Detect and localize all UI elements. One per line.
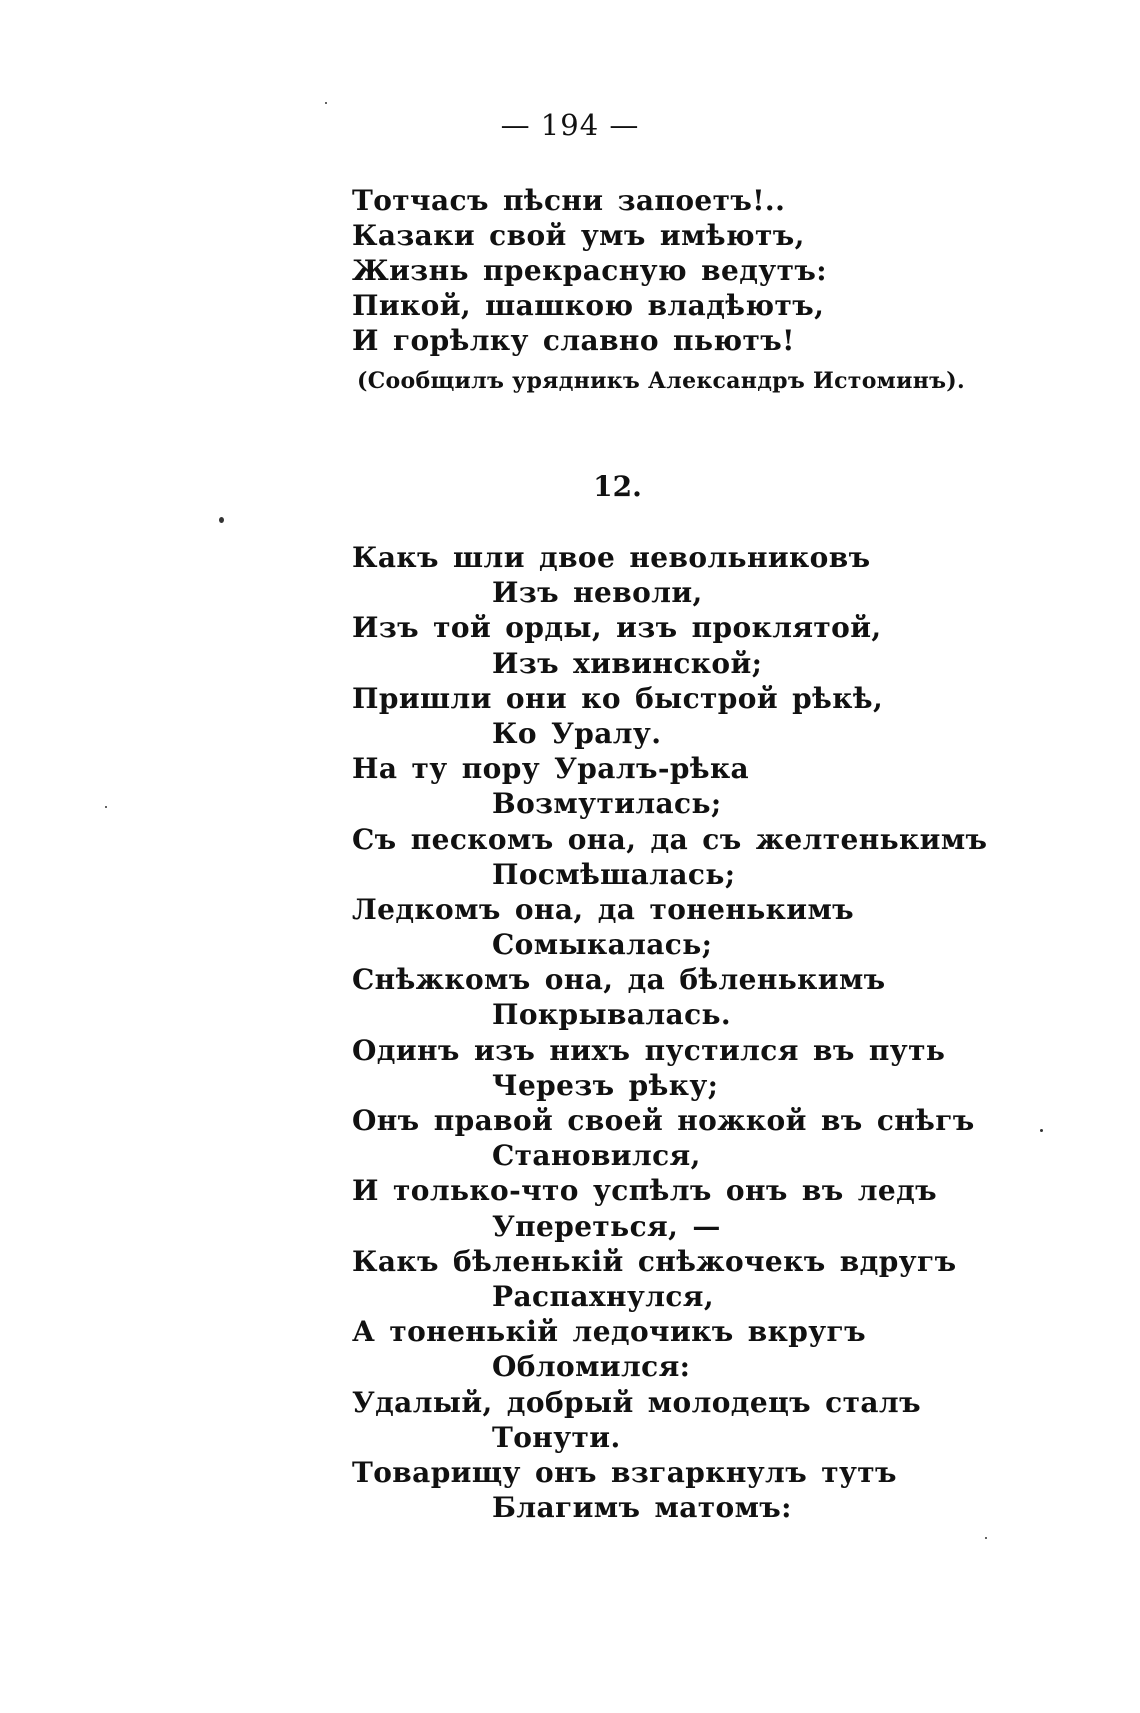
verse-line: Удалый, добрый молодецъ сталъ [352,1385,921,1419]
verse-line-indented: Изъ неволи, [492,576,703,610]
verse-line: Снѣжкомъ она, да бѣленькимъ [352,963,886,997]
verse-line: Пикой, шашкою владѣютъ, [352,289,825,322]
verse-line: И горѣлку славно пьютъ! [352,324,795,357]
verse-line-indented: Черезъ рѣку; [492,1068,719,1102]
verse-line: Какъ бѣленькій снѣжочекъ вдругъ [352,1244,957,1278]
verse-line-indented: Возмутилась; [492,787,722,821]
verse-line: Какъ шли двое невольниковъ [352,541,871,574]
page-number: — 194 — [500,108,640,142]
top-stanza [352,183,827,358]
verse-line: Ледкомъ она, да тоненькимъ [352,892,855,926]
scan-speck [325,102,327,104]
verse-line: Жизнь прекрасную ведутъ: [352,254,827,287]
verse-line-indented: Тонути. [492,1420,621,1454]
poem-body [352,540,987,1525]
verse-line: Изъ той орды, изъ проклятой, [352,611,882,645]
verse-line: Одинъ изъ нихъ пустился въ путь [352,1033,946,1067]
song-number: 12. [593,470,642,503]
scan-speck [105,806,107,808]
verse-line: А тоненькій ледочикъ вкругъ [352,1315,866,1349]
verse-line: Товарищу онъ взгаркнулъ тутъ [352,1455,897,1489]
verse-line-indented: Благимъ матомъ: [492,1491,792,1525]
verse-line-indented: Становился, [492,1139,701,1173]
verse-line: На ту пору Уралъ-рѣка [352,752,750,786]
scan-speck [1040,1129,1043,1132]
verse-line-indented: Сомыкалась; [492,928,713,962]
verse-line: И только-что успѣлъ онъ въ ледъ [352,1174,938,1208]
verse-line: Пришли они ко быстрой рѣкѣ, [352,681,884,715]
verse-line: Съ пескомъ она, да съ желтенькимъ [352,822,988,856]
verse-line-indented: Покрывалась. [492,998,732,1032]
scan-speck [219,517,224,523]
verse-line: Тотчасъ пѣсни запоетъ!.. [352,184,786,217]
verse-line-indented: Упереться, — [492,1209,721,1243]
verse-line: Казаки свой умъ имѣютъ, [352,219,805,252]
verse-line-indented: Посмѣшалась; [492,857,736,891]
scan-speck [985,1537,987,1539]
verse-line-indented: Распахнулся, [492,1279,715,1313]
verse-line-indented: Обломился: [492,1350,691,1384]
verse-line-indented: Изъ хивинской; [492,646,763,680]
source-credit: (Сообщилъ урядникъ Александръ Истоминъ). [357,368,965,394]
verse-line-indented: Ко Уралу. [492,716,662,750]
verse-line: Онъ правой своей ножкой въ снѣгъ [352,1104,975,1137]
